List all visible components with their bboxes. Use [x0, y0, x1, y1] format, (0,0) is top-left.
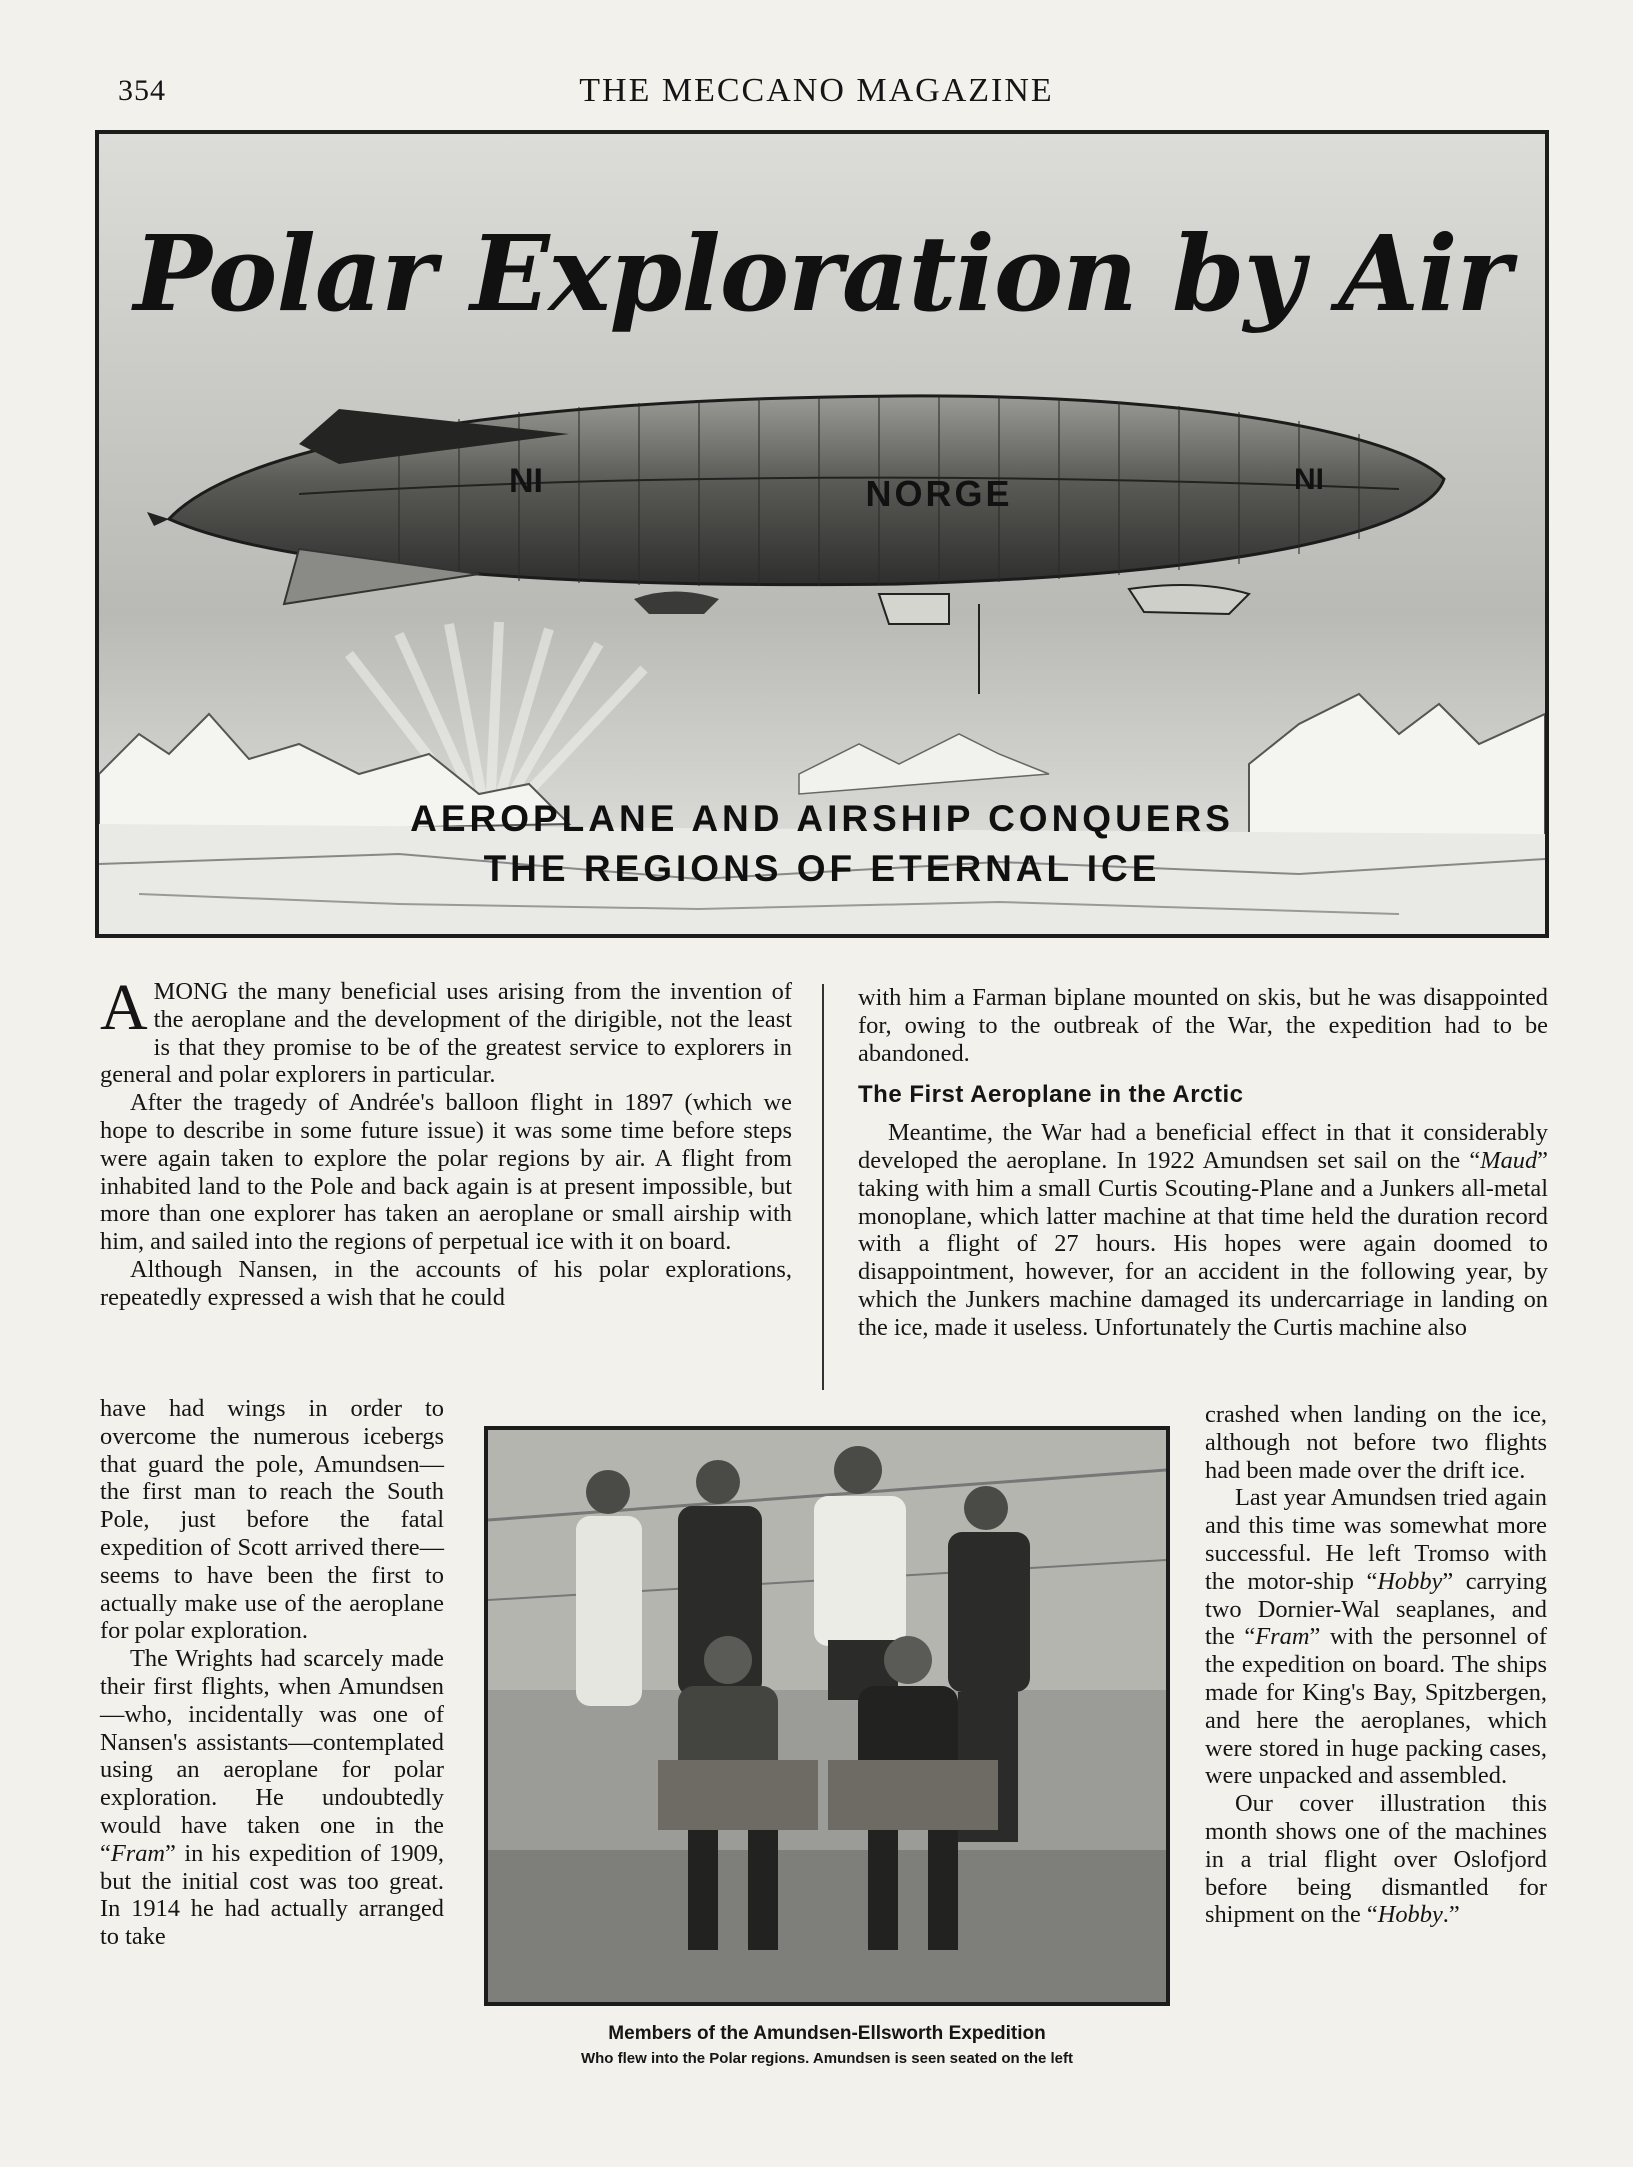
airship-marking-left: NI — [509, 462, 543, 500]
column-divider — [822, 984, 824, 1390]
hero-illustration — [95, 130, 1549, 938]
drop-cap: A — [100, 971, 148, 1044]
left-column-lower — [100, 1395, 444, 1951]
expedition-photo — [484, 1426, 1170, 2006]
paragraph-6-continued: crashed when landing on the ice, although not before two flights had been made over the drift ice. — [1205, 1401, 1547, 1484]
paragraph-6: Meantime, the War had a beneficial effect in that it considerably developed the aeroplane. In 1922 Amundsen set sail on the “Maud” taking with him a small Curtis Scouting-Plane and a Junkers all-metal monoplane, which latter machine at that time held the duration record with a flight of 27 hours. His hopes were again doomed to disappointment, however, for an accident in the following year, by which the Junkers machine damaged its undercarriage in landing on the ice, made it useless. Unfortunately the Curtis machine also — [858, 1119, 1548, 1341]
article-title: Polar Exploration by Air — [133, 212, 1511, 335]
photo-caption-title: Members of the Amundsen-Ellsworth Expedition — [608, 2023, 1046, 2044]
expedition-members-image — [488, 1430, 1166, 2002]
running-header: THE MECCANO MAGAZINE — [579, 72, 1054, 109]
subtitle-line-2: THE REGIONS OF ETERNAL ICE — [483, 848, 1161, 889]
left-column-upper — [100, 971, 792, 1312]
right-column-lower — [1205, 1401, 1547, 1929]
paragraph-1: AMONG the many beneficial uses arising from the invention of the aeroplane and the development of the dirigible, not the least is that they promise to be of the greatest service to explorers in general and polar explorers in particular. — [100, 971, 792, 1089]
paragraph-2: After the tragedy of Andrée's balloon flight in 1897 (which we hope to describe in some future issue) it was some time before steps were again taken to explore the polar regions by air. A flight from inhabited land to the Pole and back again is at present impossible, but more than one explorer has taken an aeroplane or small airship with him, and sailed into the regions of perpetual ice with it on board. — [100, 1089, 792, 1256]
paragraph-4: The Wrights had scarcely made their first flights, when Amundsen—who, incidentally was one of Nansen's assistants—contemplated using an aeroplane for polar exploration. He undoubtedly would have taken one in the “Fram” in his expedition of 1909, but the initial cost was too great. In 1914 he had actually arranged to take — [100, 1645, 444, 1951]
paragraph-8: Our cover illustration this month shows one of the machines in a trial flight over Oslofjord before being dismantled for shipment on the “Hobby.” — [1205, 1790, 1547, 1929]
paragraph-3: Although Nansen, in the accounts of his polar explorations, repeatedly expressed a wish that he could — [100, 1255, 792, 1311]
airship-marking-right: NI — [1294, 463, 1324, 496]
paragraph-3-continued: have had wings in order to overcome the numerous icebergs that guard the pole, Amundsen—the first man to reach the South Pole, just before the fatal expedition of Scott arrived there—seems to have been the first to actually make use of the aeroplane for polar exploration. — [100, 1395, 444, 1645]
subtitle-line-1: AEROPLANE AND AIRSHIP CONQUERS — [410, 798, 1234, 839]
paragraph-5: with him a Farman biplane mounted on skis, but he was disappointed for, owing to the outbreak of the War, the expedition had to be abandoned. — [858, 984, 1548, 1067]
section-heading: The First Aeroplane in the Arctic — [858, 1081, 1244, 1109]
airship-name: NORGE — [865, 473, 1013, 514]
photo-caption-subtitle: Who flew into the Polar regions. Amundsen is seen seated on the left — [580, 2050, 1073, 2067]
page-number: 354 — [118, 74, 166, 107]
right-column-upper — [858, 984, 1548, 1342]
paragraph-7: Last year Amundsen tried again and this time was somewhat more successful. He left Tromso with the motor-ship “Hobby” carrying two Dornier-Wal seaplanes, and the “Fram” with the personnel of the expedition on board. The ships made for King's Bay, Spitzbergen, and here the aeroplanes, which were stored in huge packing cases, were unpacked and assembled. — [1205, 1484, 1547, 1790]
